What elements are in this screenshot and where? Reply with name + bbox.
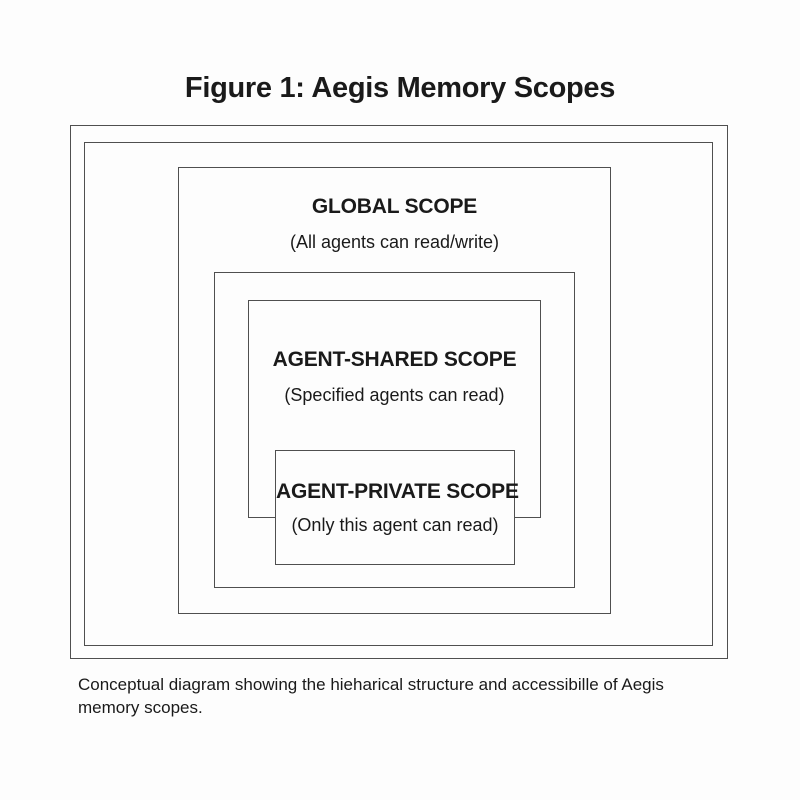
global-scope-label: GLOBAL SCOPE	[311, 195, 478, 218]
global-scope-access-note: (All agents can read/write)	[289, 232, 500, 252]
private-scope-access-note: (Only this agent can read)	[291, 515, 499, 535]
shared-scope-label: AGENT-SHARED SCOPE	[272, 348, 517, 371]
shared-scope-access-note: (Specified agents can read)	[284, 385, 505, 405]
caption-line-2: memory scopes.	[78, 698, 203, 717]
caption-line-1: Conceptual diagram showing the hieharical structure and accessibille of Aegis	[78, 675, 664, 694]
private-scope-box	[275, 450, 519, 565]
figure-title: Figure 1: Aegis Memory Scopes	[184, 72, 616, 104]
private-scope-label: AGENT-PRIVATE SCOPE	[276, 480, 519, 503]
figure-caption	[78, 673, 738, 719]
